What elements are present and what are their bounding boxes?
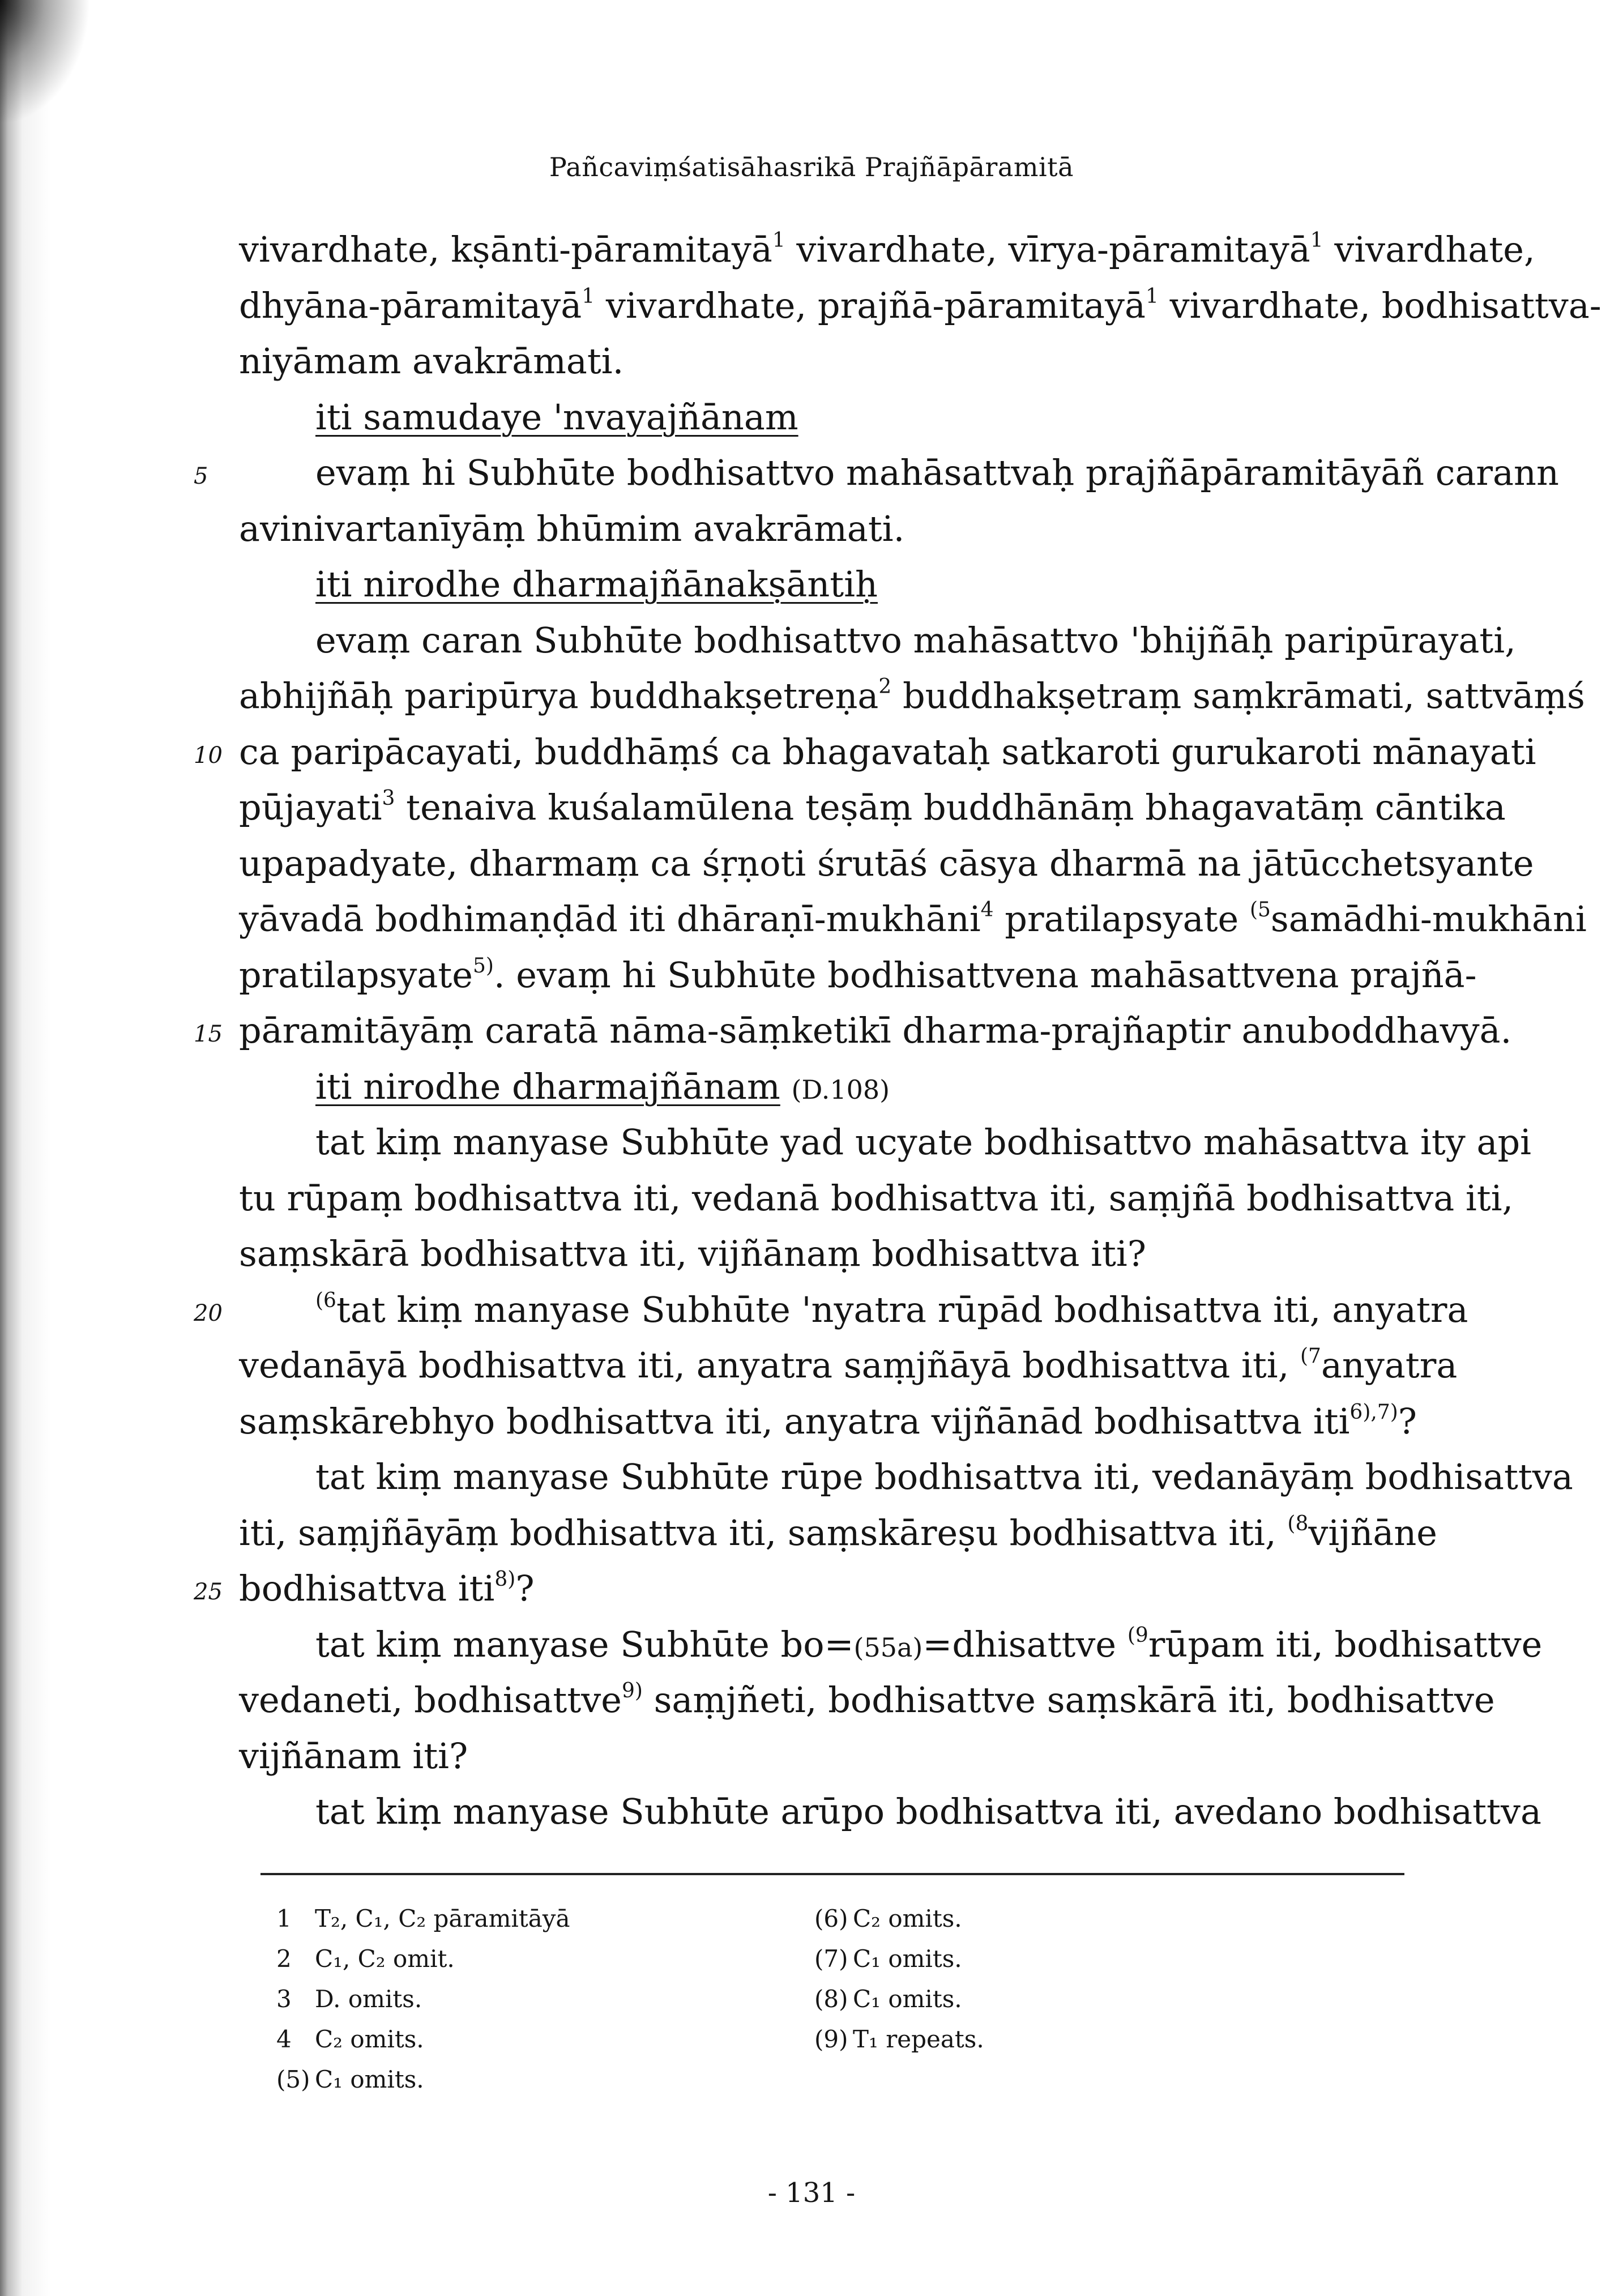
footnote xyxy=(814,1939,984,1979)
footnote xyxy=(276,1979,570,2019)
footnote-marker: (8 xyxy=(1287,1512,1309,1535)
text-segment: tat kiṃ manyase Subhūte yad ucyate bodhisattvo mahāsattva ity api xyxy=(315,1121,1531,1163)
section-heading: iti samudaye 'nvayajñānam xyxy=(315,396,798,438)
text-segment: vedanāyā bodhisattva iti, anyatra saṃjñāyā bodhisattva iti, xyxy=(239,1345,1300,1386)
footnotes-right-column xyxy=(814,1898,984,2059)
text-segment: bodhisattva iti xyxy=(239,1568,495,1609)
text-segment: anyatra xyxy=(1321,1345,1458,1386)
footnote-rule xyxy=(260,1873,1404,1875)
footnote-marker: 8) xyxy=(494,1568,516,1591)
running-head: Pañcaviṃśatisāhasrikā Prajñāpāramitā xyxy=(549,152,1074,182)
footnote xyxy=(276,1898,570,1939)
footnote-mark: 1 xyxy=(276,1905,292,1932)
text-segment: niyāmam avakrāmati. xyxy=(239,340,624,382)
footnote-text: C₂ omits. xyxy=(315,2025,424,2053)
footnote-text: C₂ omits. xyxy=(853,1905,962,1932)
footnote-mark: 2 xyxy=(276,1945,292,1973)
footnote-text: C₁ omits. xyxy=(853,1985,962,2013)
text-segment: =dhisattve xyxy=(922,1623,1127,1665)
text-line xyxy=(239,334,1423,390)
footnote-marker: 5) xyxy=(472,954,494,978)
footnote-mark: (9) xyxy=(814,2025,848,2053)
footnote-marker: 2 xyxy=(878,675,892,698)
text-segment: tat kiṃ manyase Subhūte rūpe bodhisattva iti, vedanāyāṃ bodhisattva xyxy=(315,1456,1573,1497)
footnote xyxy=(276,2019,570,2059)
footnote-text: D. omits. xyxy=(315,1985,422,2013)
text-line xyxy=(194,1003,1512,1059)
text-line xyxy=(239,1059,1423,1115)
text-segment: vivardhate, xyxy=(1323,229,1535,270)
footnote-text: T₁ repeats. xyxy=(853,2025,984,2053)
footnote-marker: (7 xyxy=(1300,1345,1321,1368)
text-segment: rūpam iti, bodhisattve xyxy=(1148,1623,1543,1665)
text-segment: samādhi-mukhāni xyxy=(1270,898,1587,940)
footnote-marker: 4 xyxy=(980,898,994,921)
text-line xyxy=(239,1672,1495,1729)
footnote-mark: (7) xyxy=(814,1945,848,1973)
text-line xyxy=(239,1226,1423,1282)
footnote-mark: 4 xyxy=(276,2025,292,2053)
text-line xyxy=(239,1115,1531,1171)
footnote-marker: 6),7) xyxy=(1349,1400,1398,1424)
text-segment: avinivartanīyāṃ bhūmim avakrāmati. xyxy=(239,507,905,549)
text-segment: vivardhate, vīrya-pāramitayā xyxy=(785,229,1310,270)
footnote-marker: 1 xyxy=(1146,284,1159,308)
text-line xyxy=(239,1784,1541,1840)
text-segment: vedaneti, bodhisattve xyxy=(239,1679,622,1721)
text-segment: dhyāna-pāramitayā xyxy=(239,284,582,326)
text-line xyxy=(194,724,1536,780)
text-segment: tat kiṃ manyase Subhūte arūpo bodhisattva iti, avedano bodhisattva xyxy=(315,1791,1541,1832)
text-segment: evaṃ caran Subhūte bodhisattvo mahāsattvo 'bhijñāḥ paripūrayati, xyxy=(315,619,1516,661)
footnote-marker: 1 xyxy=(772,229,785,252)
footnote-marker: (6 xyxy=(315,1288,336,1312)
text-line xyxy=(239,836,1534,892)
line-number: 25 xyxy=(194,1579,223,1605)
text-line xyxy=(239,891,1587,948)
footnote-marker: 3 xyxy=(382,787,395,810)
text-line xyxy=(239,278,1601,334)
footnote-marker: (9 xyxy=(1127,1623,1148,1647)
text-line xyxy=(239,780,1506,836)
text-line xyxy=(239,1338,1458,1394)
text-segment: vivardhate, prajñā-pāramitayā xyxy=(595,284,1146,326)
text-segment: . evaṃ hi Subhūte bodhisattvena mahāsattvena prajñā- xyxy=(493,954,1477,996)
footnote-text: C₁ omits. xyxy=(853,1945,962,1973)
footnote-text: C₁ omits. xyxy=(315,2065,424,2093)
text-segment: pratilapsyate xyxy=(239,954,473,996)
text-line xyxy=(239,1617,1543,1673)
footnote-mark: (6) xyxy=(814,1905,848,1932)
footnote-marker: 1 xyxy=(582,284,595,308)
text-line xyxy=(194,445,1559,501)
text-segment: ? xyxy=(1398,1400,1417,1442)
text-line xyxy=(239,1171,1514,1227)
text-segment: saṃjñeti, bodhisattve saṃskārā iti, bodhisattve xyxy=(642,1679,1495,1721)
footnote-marker: (5 xyxy=(1249,898,1271,921)
text-segment: vivardhate, kṣānti-pāramitayā xyxy=(239,229,772,270)
footnote xyxy=(276,2059,570,2099)
footnote-marker: 9) xyxy=(621,1679,643,1702)
footnote-mark: 3 xyxy=(276,1985,292,2013)
text-line xyxy=(239,1505,1437,1561)
text-segment: vijñānam iti? xyxy=(239,1735,468,1777)
footnote-mark: (8) xyxy=(814,1985,848,2013)
text-segment: vijñāne xyxy=(1308,1512,1437,1554)
line-number: 10 xyxy=(194,742,223,769)
text-line xyxy=(194,1561,1423,1617)
footnote xyxy=(276,1939,570,1979)
text-segment: tat kiṃ manyase Subhūte bo= xyxy=(315,1623,854,1665)
text-segment: evaṃ hi Subhūte bodhisattvo mahāsattvaḥ prajñāpāramitāyāñ carann xyxy=(315,452,1559,493)
text-segment: saṃskārā bodhisattva iti, vijñānaṃ bodhisattva iti? xyxy=(239,1233,1146,1274)
text-line xyxy=(239,390,1423,446)
section-heading: iti nirodhe dharmajñānakṣāntiḥ xyxy=(315,564,878,605)
text-segment: pūjayati xyxy=(239,787,382,828)
line-number: 5 xyxy=(194,463,208,489)
footnote-text: C₁, C₂ omit. xyxy=(315,1945,455,1973)
scan-corner-shadow xyxy=(0,0,91,125)
scan-edge-shadow xyxy=(0,0,68,2296)
text-segment: (55a) xyxy=(853,1632,923,1663)
text-line xyxy=(239,668,1585,724)
text-segment: ? xyxy=(515,1568,535,1609)
footnote-marker: 1 xyxy=(1310,229,1323,252)
text-segment: upapadyate, dharmaṃ ca śṛṇoti śrutāś cāsya dharmā na jātūcchetsyante xyxy=(239,842,1534,884)
text-line xyxy=(239,557,1423,613)
line-number: 15 xyxy=(194,1021,223,1047)
text-line xyxy=(239,1729,1423,1785)
text-segment: pratilapsyate xyxy=(993,898,1250,940)
page-number: - 131 - xyxy=(767,2177,856,2209)
text-segment xyxy=(780,1066,792,1107)
text-line xyxy=(239,1394,1423,1450)
footnote xyxy=(814,1979,984,2019)
text-segment: pāramitāyāṃ caratā nāma-sāṃketikī dharma-prajñaptir anuboddhavyā. xyxy=(239,1010,1512,1051)
body-text xyxy=(194,222,1601,1840)
line-number: 20 xyxy=(194,1300,223,1326)
footnote xyxy=(814,2019,984,2059)
text-segment: ca paripācayati, buddhāṃś ca bhagavataḥ satkaroti gurukaroti mānayati xyxy=(239,731,1536,773)
text-segment: abhijñāḥ paripūrya buddhakṣetreṇa xyxy=(239,675,879,716)
text-segment: tenaiva kuśalamūlena teṣāṃ buddhānāṃ bhagavatāṃ cāntika xyxy=(395,787,1506,828)
footnotes-left-column xyxy=(276,1898,570,2099)
text-segment: iti, saṃjñāyāṃ bodhisattva iti, saṃskāreṣu bodhisattva iti, xyxy=(239,1512,1288,1554)
text-segment: tat kiṃ manyase Subhūte 'nyatra rūpād bodhisattva iti, anyatra xyxy=(336,1288,1468,1330)
text-line xyxy=(239,948,1477,1004)
text-line xyxy=(239,501,1423,557)
text-line xyxy=(239,613,1516,669)
text-segment: vivardhate, bodhisattva- xyxy=(1158,284,1601,326)
footnote-text: T₂, C₁, C₂ pāramitāyā xyxy=(315,1905,570,1932)
text-line xyxy=(239,222,1535,278)
text-line xyxy=(194,1282,1468,1338)
footnote-mark: (5) xyxy=(276,2065,310,2093)
section-heading: iti nirodhe dharmajñānam xyxy=(315,1065,780,1107)
text-segment: tu rūpaṃ bodhisattva iti, vedanā bodhisattva iti, saṃjñā bodhisattva iti, xyxy=(239,1177,1514,1219)
text-segment: (D.108) xyxy=(791,1074,890,1105)
text-segment: yāvadā bodhimaṇḍād iti dhāraṇī-mukhāni xyxy=(239,898,981,940)
text-segment: buddhakṣetraṃ saṃkrāmati, sattvāṃś xyxy=(891,675,1585,716)
text-line xyxy=(239,1449,1573,1505)
footnote xyxy=(814,1898,984,1939)
text-segment: saṃskārebhyo bodhisattva iti, anyatra vijñānād bodhisattva iti xyxy=(239,1400,1350,1442)
